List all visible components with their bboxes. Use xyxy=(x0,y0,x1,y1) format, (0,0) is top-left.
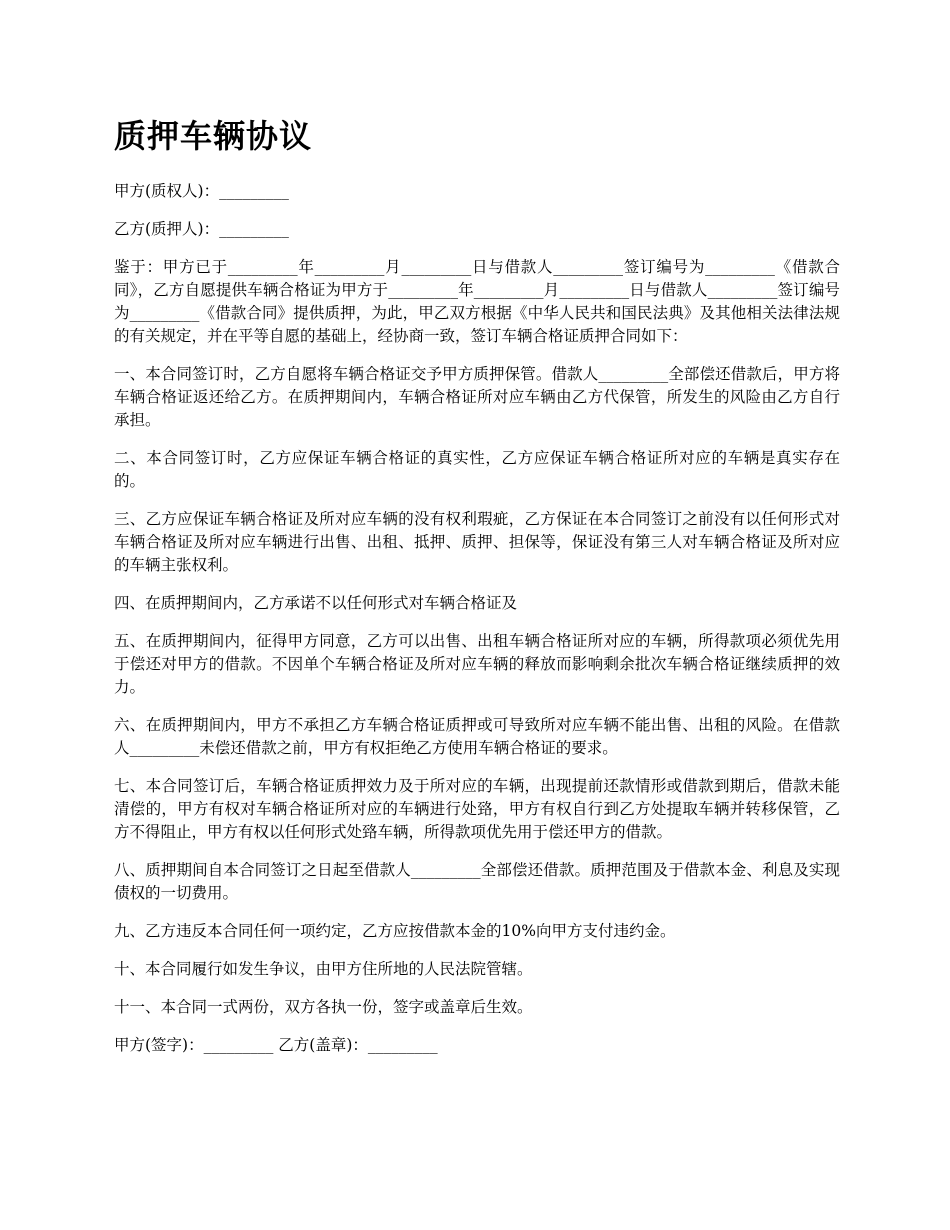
clause-9: 九、乙方违反本合同任何一项约定，乙方应按借款本金的10%向甲方支付违约金。 xyxy=(114,922,676,940)
clause-8: 八、质押期间自本合同签订之日起至借款人_________全部偿还借款。质押范围及于借款本金、利息及实现债权的一切费用。 xyxy=(114,861,840,902)
clause-3: 三、乙方应保证车辆合格证及所对应车辆的没有权利瑕疵，乙方保证在本合同签订之前没有以任何形式对车辆合格证及所对应车辆进行出售、出租、抵押、质押、担保等，保证没有第三人对车辆合格证及所对应的车辆主张权利。 xyxy=(114,510,840,574)
clause-11: 十一、本合同一式两份，双方各执一份，签字或盖章后生效。 xyxy=(114,998,533,1016)
clause-1: 一、本合同签订时，乙方自愿将车辆合格证交予甲方质押保管。借款人_________全部偿还借款后，甲方将车辆合格证返还给乙方。在质押期间内，车辆合格证所对应车辆由乙方代保管，所发生的风险由乙方自行承担。 xyxy=(114,365,840,429)
clause-10: 十、本合同履行如发生争议，由甲方住所地的人民法院管辖。 xyxy=(114,960,533,978)
signature-line xyxy=(114,1034,840,1057)
document-page xyxy=(114,112,840,1057)
clause-5: 五、在质押期间内，征得甲方同意，乙方可以出售、出租车辆合格证所对应的车辆，所得款项必须优先用于偿还对甲方的借款。不因单个车辆合格证及所对应车辆的释放而影响剩余批次车辆合格证继续质押的效力。 xyxy=(114,632,840,696)
preamble-paragraph: 鉴于：甲方已于_________年_________月_________日与借款人_________签订编号为_________《借款合同》，乙方自愿提供车辆合格证为甲方于_________年_________月_________日与借款人_________签订编号为_________《借款合同》提供质押，为此，甲乙双方根据《中华人民共和国民法典》及其他相关法律法规的有关规定，并在平等自愿的基础上，经协商一致，签订车辆合格证质押合同如下： xyxy=(114,258,840,345)
party-a-line: 甲方(质权人)：_________ xyxy=(114,182,289,200)
document-title: 质押车辆协议 xyxy=(114,117,313,155)
clause-7: 七、本合同签订后，车辆合格证质押效力及于所对应的车辆，出现提前还款情形或借款到期后，借款未能清偿的，甲方有权对车辆合格证所对应的车辆进行处臵，甲方有权自行到乙方处提取车辆并转移保管，乙方不得阻止，甲方有权以任何形式处臵车辆，所得款项优先用于偿还甲方的借款。 xyxy=(114,777,840,841)
signature-party-a: 甲方(签字)：_________ xyxy=(114,1036,274,1054)
signature-party-b: 乙方(盖章)：_________ xyxy=(278,1036,438,1054)
party-b-line: 乙方(质押人)：_________ xyxy=(114,220,289,238)
clause-6: 六、在质押期间内，甲方不承担乙方车辆合格证质押或可导致所对应车辆不能出售、出租的风险。在借款人_________未偿还借款之前，甲方有权拒绝乙方使用车辆合格证的要求。 xyxy=(114,716,840,757)
clause-2: 二、本合同签订时，乙方应保证车辆合格证的真实性，乙方应保证车辆合格证所对应的车辆是真实存在的。 xyxy=(114,449,840,490)
clause-4: 四、在质押期间内，乙方承诺不以任何形式对车辆合格证及 xyxy=(114,594,518,612)
